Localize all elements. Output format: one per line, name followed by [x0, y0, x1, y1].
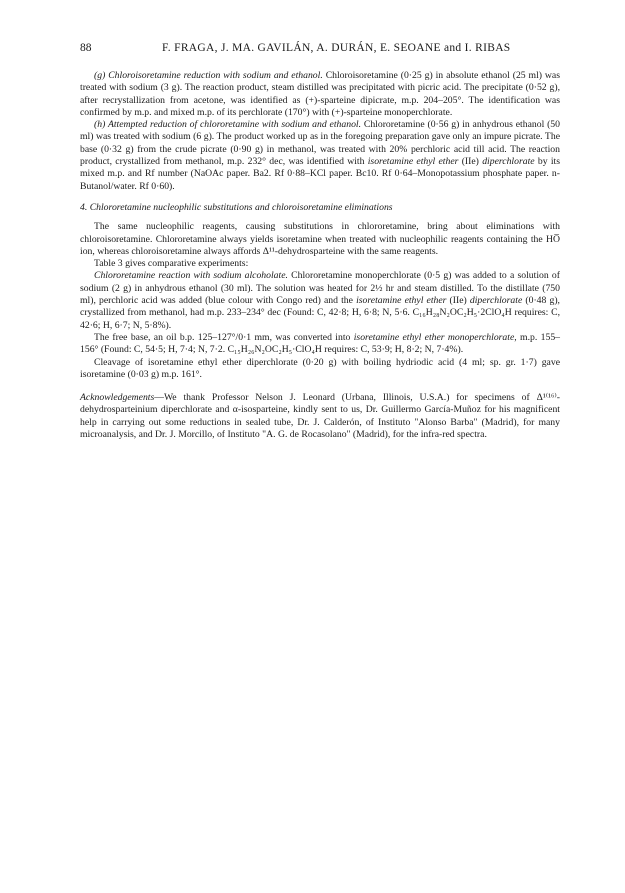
- paragraph-h: [80, 119, 560, 193]
- section-4-p4-italic-term: isoretamine ethyl ether monoperchlorate: [353, 331, 515, 343]
- acknowledgements-label: Acknowledgements: [80, 392, 155, 404]
- section-4-p3-text-2: (0·48 g), crystallized from methanol, had m.p. 233–234° dec (Found: C, 42·8; H, 6·8; N, 5·6. C₁₆H₂₈N₂OC₂H₅·2ClO₄H requires: C, 42·6; H, 6·7; N, 5·8%).: [80, 295, 560, 331]
- paragraph-g-label: (g) Chloroisoretamine reduction with sodium and ethanol.: [94, 70, 323, 81]
- paragraph-h-compound-ref: (IIe): [458, 156, 483, 168]
- section-4-p4-text-2: , m.p. 155–156° (Found: C, 54·5; H, 7·4; N, 7·2. C₁₅H₂₆N₂OC₂H₅·ClO₄H requires: C, 53·9; H, 8·2; N, 7·4%).: [80, 331, 561, 356]
- page-number: 88: [80, 42, 92, 54]
- paragraph-h-text-2: by its mixed m.p. and Rf number (NaOAc paper. Ba2. Rf 0·88–KCl paper. Bc10. Rf 0·64–Monopotassium phosphate paper. n-Butanol/water. Rf 0·60).: [80, 156, 560, 192]
- paragraph-g-text: Chloroisoretamine (0·25 g) in absolute ethanol (25 ml) was treated with sodium (3 g). The reaction product, steam distilled was precipitated with picric acid. The precipitate (0·52 g), after recrystallization from acetone, was identified as (+)-sparteine dipicrate, m.p. 204–205°. The identification was confirmed by m.p. and mixed m.p. of its perchlorate (170°) with (+)-sparteine monoperchlorate.: [80, 70, 560, 118]
- section-4-title: 4. Chlororetamine nucleophilic substitutions and chloroisoretamine eliminations: [80, 201, 393, 213]
- paragraph-h-italic-term-2: diperchlorate: [482, 156, 535, 168]
- section-4-p3-label: Chlororetamine reaction with sodium alcoholate.: [94, 270, 288, 282]
- acknowledgements-text: —We thank Professor Nelson J. Leonard (Urbana, Illinois, U.S.A.) for specimens of Δ¹⁽¹⁶⁾-dehydrosparteinium diperchlorate and α-isosparteine, kindly sent to us, Dr. Guillermo García-Muñoz for his magnificent help in carrying out some reductions in sealed tube, Dr. J. Calderón, of Instituto "Alonso Barba" (Madrid), for many microanalysis, and Dr. J. Morcillo, of Instituto "A. G. de Rocasolano" (Madrid), for the infra-red spectra.: [80, 392, 560, 441]
- section-4-p3-italic-term-2: diperchlorate: [469, 295, 523, 307]
- running-head-authors: F. FRAGA, J. MA. GAVILÁN, A. DURÁN, E. SEOANE and I. RIBAS: [162, 42, 511, 54]
- section-4-p3-text-1: Chlororetamine monoperchlorate (0·5 g) was added to a solution of sodium (2 g) in anhydrous ethanol (30 ml). The solution was heated for 2½ hr and steam distilled. To the distillate (750 ml), perchloric acid was added (blue colour with Congo red) and the: [80, 270, 560, 307]
- section-4-p4-text-1: The free base, an oil b.p. 125–127°/0·1 mm, was converted into: [94, 331, 354, 343]
- body-text: [80, 70, 560, 441]
- section-4-paragraph-2: Table 3 gives comparative experiments:: [94, 258, 249, 270]
- page-header: [80, 42, 560, 58]
- section-4-p3-italic-term: isoretamine ethyl ether: [356, 295, 447, 307]
- paragraph-h-text-1: Chlororetamine (0·56 g) in anhydrous ethanol (50 ml) was treated with sodium (6 g). The product worked up as in the foregoing preparation gave only an impure picrate. The base (0·32 g) from the crude picrate (0·90 g) in methanol, was treated with 20% perchloric acid till acid. The reaction product, crystallized from methanol, m.p. 232° dec, was identified with: [80, 119, 560, 168]
- paragraph-h-italic-term: isoretamine ethyl ether: [367, 156, 459, 168]
- section-4-p3-compound-ref: (IIe): [446, 295, 470, 307]
- paragraph-h-label: (h) Attempted reduction of chlororetamine with sodium and ethanol.: [94, 119, 362, 131]
- section-4-paragraph-5: Cleavage of isoretamine ethyl ether diperchlorate (0·20 g) with boiling hydriodic acid (4 ml; sp. gr. 1·7) gave isoretamine (0·03 g) m.p. 161°.: [80, 356, 560, 380]
- section-4-paragraph-4: [80, 332, 560, 357]
- section-4-heading: [80, 202, 560, 214]
- paragraph-g: [80, 70, 560, 119]
- section-4-paragraph-1: The same nucleophilic reagents, causing substitutions in chlororetamine, bring about eliminations with chloroisoretamine. Chlororetamine always yields isoretamine when treated with nucleophilic reagents containing the HO̅ ion, whereas chloroisoretamine always affords Δ¹¹-dehydrosparteine with the same reagents.: [80, 221, 560, 257]
- acknowledgements: [80, 392, 560, 441]
- section-4-paragraph-3: [80, 270, 560, 331]
